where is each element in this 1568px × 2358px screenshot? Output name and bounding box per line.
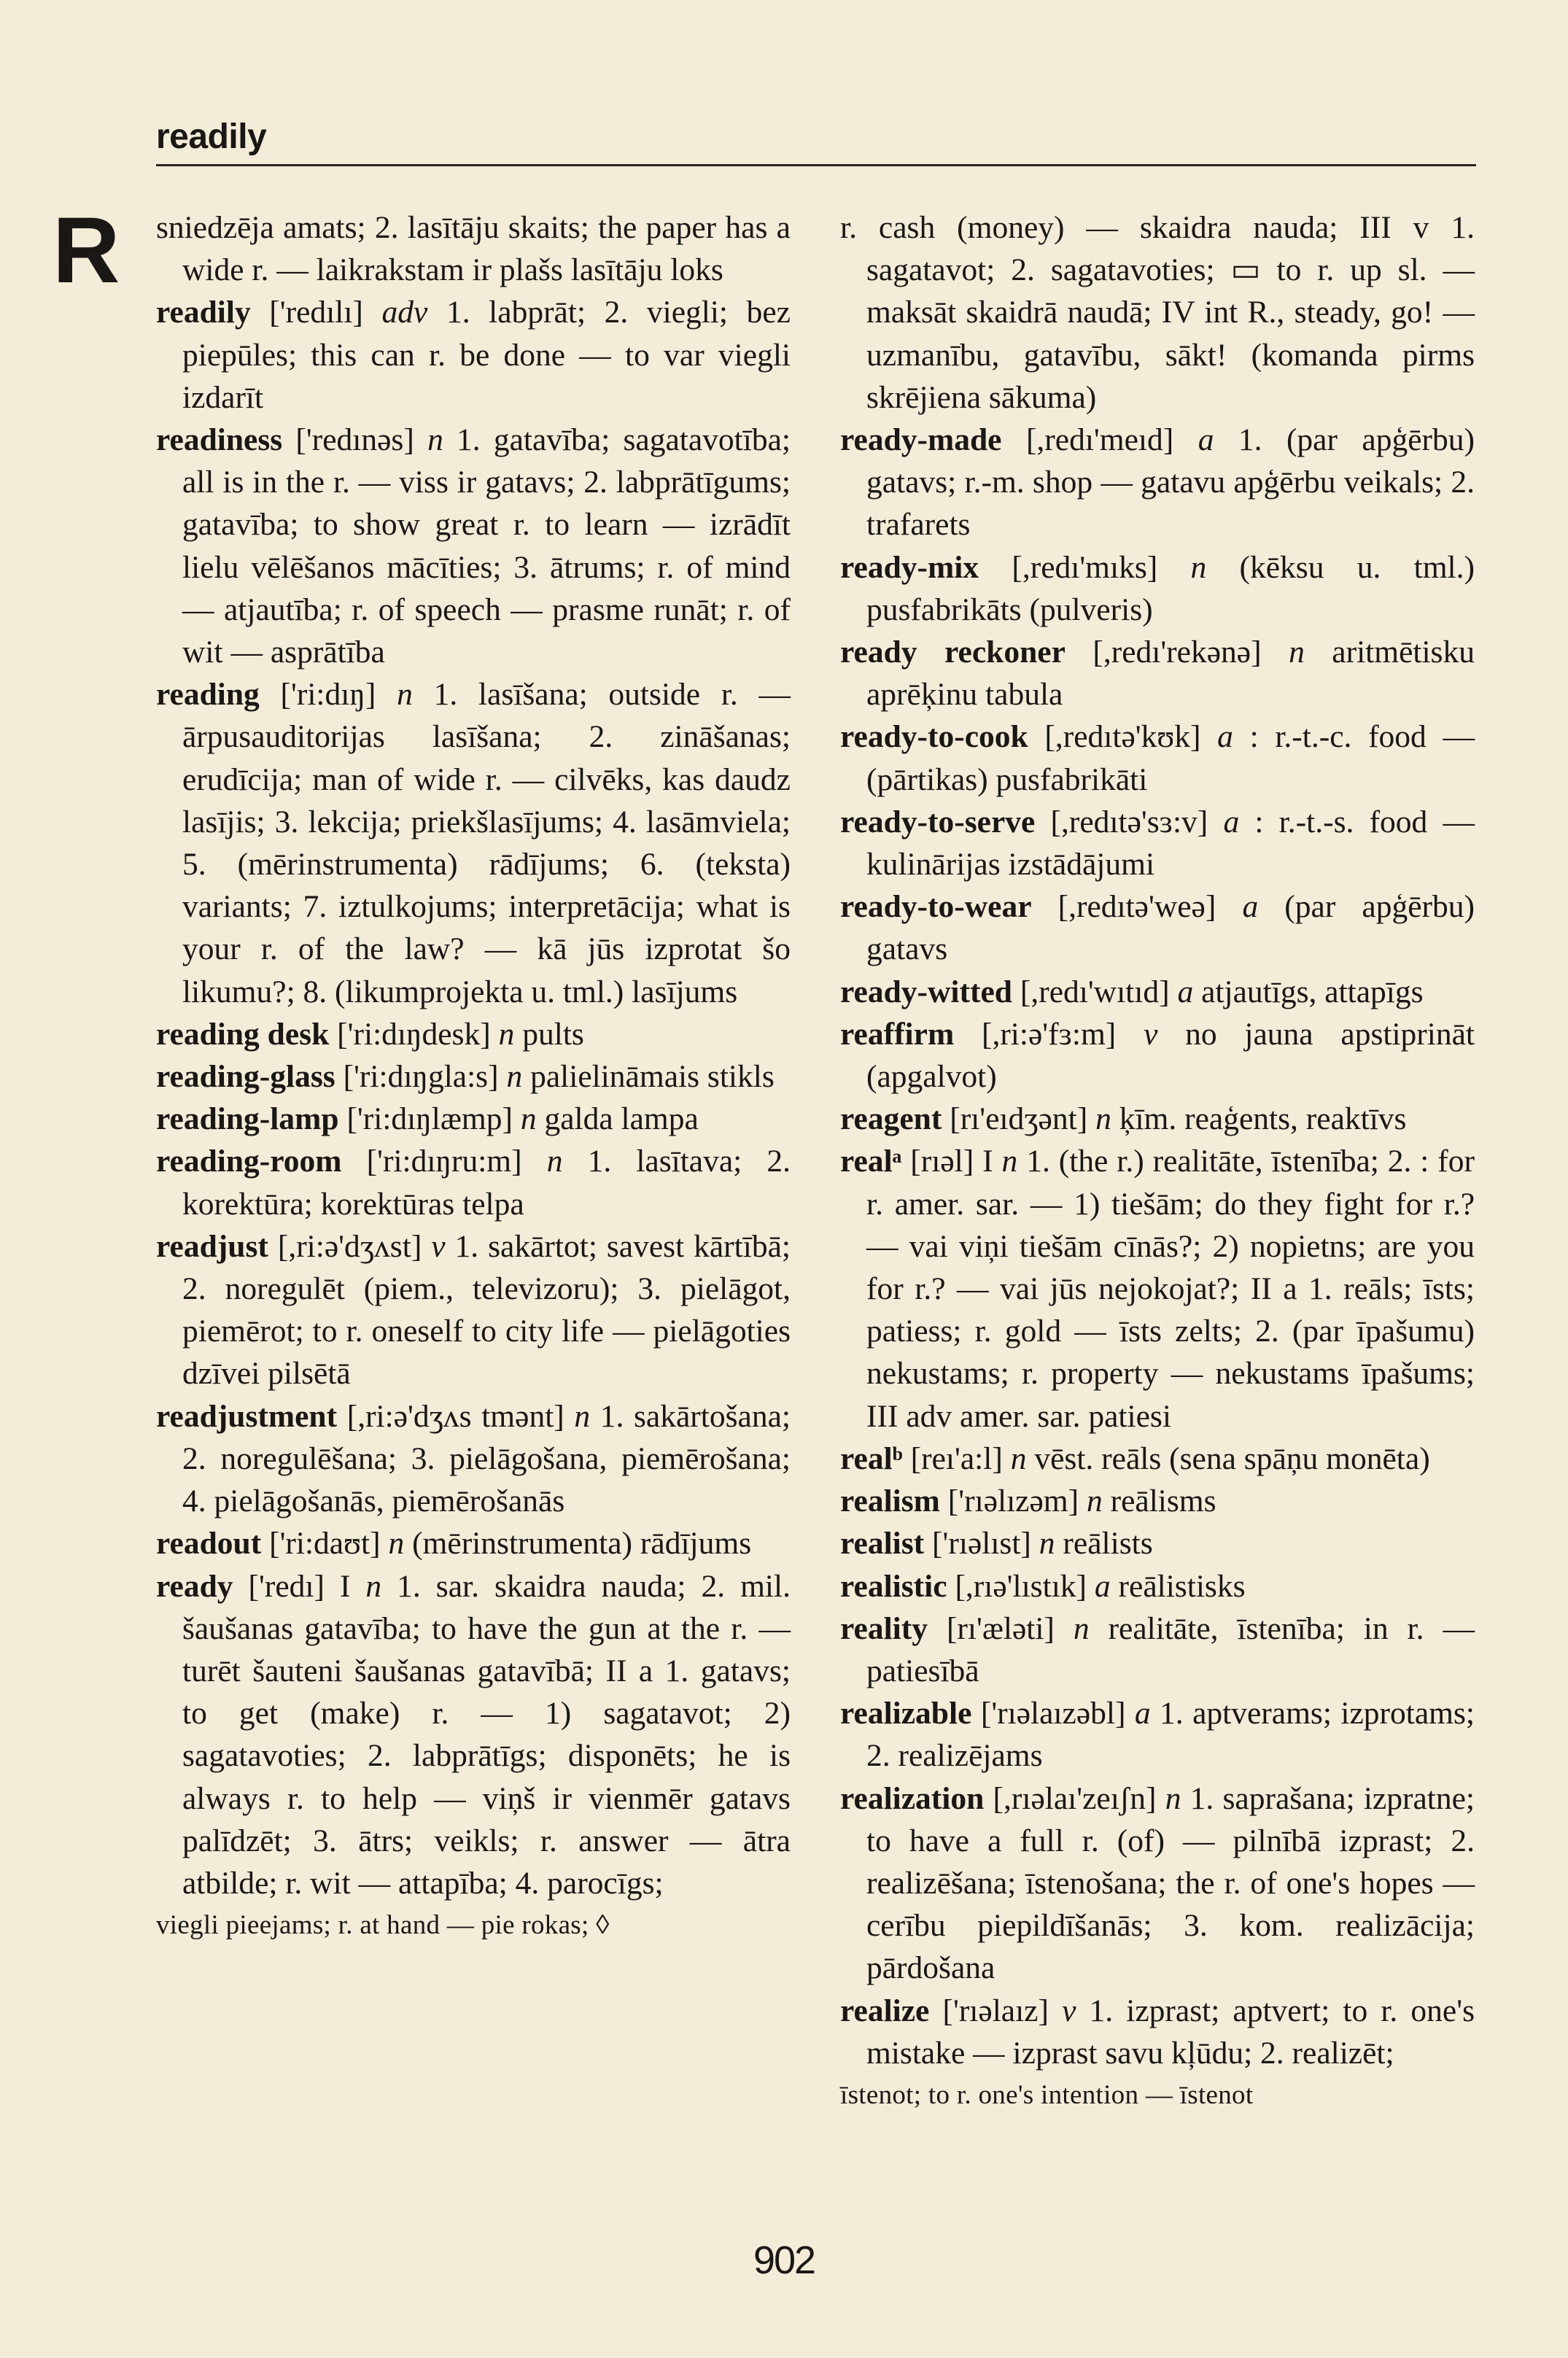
dictionary-entry [156, 1055, 791, 1098]
pronunciation: [,redıtə'weə] [1031, 889, 1243, 925]
definition: 1. gatavība; sagatavotība; all is in the r. — viss ir gatavs; 2. labprātīgums; gatavība; to show great r. to learn — izrādīt lielu vēlēšanos mācīties; 3. ātrums; r. of mind — atjautība; r. of speech — prasme runāt; r. of wit — asprātība [182, 422, 791, 670]
headword: realization [840, 1780, 985, 1816]
pronunciation: [,redı'wıtıd] [1012, 974, 1178, 1009]
pronunciation: [,redıtə'kʊk] [1028, 719, 1218, 755]
part-of-speech: n [1086, 1484, 1103, 1519]
headword: reading desk [156, 1016, 330, 1052]
pronunciation: [,redıtə'sɜ:v] [1035, 804, 1224, 839]
part-of-speech: n [1095, 1101, 1111, 1137]
headword: reading-glass [156, 1059, 335, 1095]
dictionary-entry [840, 1777, 1475, 1990]
continuation-text: sniedzēja amats; 2. lasītāju skaits; the paper has a wide r. — laikrakstam ir plašs lasītāju loks [156, 210, 791, 288]
headword: reaffirm [840, 1016, 955, 1052]
part-of-speech: n [1001, 1144, 1018, 1179]
definition: 1. sakārtot; savest kārtībā; 2. noregulēt (piem., televizoru); 3. pielāgot, piemērot; to r. oneself to city life — pielāgoties dzīvei pilsētā [182, 1228, 791, 1392]
headword: readout [156, 1526, 262, 1562]
definition: (kēksu u. tml.) pusfabrikāts (pulveris) [866, 549, 1475, 627]
part-of-speech: n [397, 677, 413, 713]
headword: readjustment [156, 1398, 338, 1434]
left-column [156, 206, 791, 1947]
dictionary-entry [156, 1225, 791, 1395]
part-of-speech: n [1073, 1610, 1090, 1646]
headword: ready-to-cook [840, 719, 1028, 755]
definition: pults [514, 1016, 584, 1052]
part-of-speech: a [1223, 804, 1240, 839]
pronunciation: [rı'æləti] [928, 1610, 1074, 1646]
part-of-speech: n [365, 1568, 382, 1604]
definition: : r.-t.-c. food — (pārtikas) pusfabrikāti [866, 719, 1475, 797]
definition: vēst. reāls (sena spāņu monēta) [1026, 1440, 1430, 1476]
pronunciation: ['ri:dıŋgla:s] [335, 1059, 507, 1095]
pronunciation: [,rıə'lıstık] [947, 1568, 1095, 1604]
definition: 1. sakārtošana; 2. noregulēšana; 3. pielāgošana, piemērošana; 4. pielāgošanās, piemērošanās [182, 1398, 791, 1519]
definition: 1. sar. skaidra nauda; 2. mil. šaušanas gatavība; to have the gun at the r. — turēt šauteni šaušanas gatavībā; II a 1. gatavs; to get (make) r. — 1) sagatavot; 2) sagatavoties; 2. labprātīgs; disponēts; he is always r. to help — viņš ir vienmēr gatavs palīdzēt; 3. ātrs; veikls; r. answer — ātra atbilde; r. wit — attapība; 4. parocīgs; [182, 1568, 791, 1901]
dictionary-entry [840, 971, 1475, 1013]
headword: readiness [156, 422, 283, 458]
headword: ready reckoner [840, 635, 1066, 670]
dictionary-entry [156, 1098, 791, 1140]
pronunciation: [,redı'meıd] [1001, 422, 1198, 458]
part-of-speech: n [427, 422, 443, 458]
dictionary-entry [840, 1522, 1475, 1564]
part-of-speech: n [388, 1526, 405, 1562]
pronunciation: [,ri:ə'dʒʌs tmənt] [337, 1398, 575, 1434]
continuation-text: r. cash (money) — skaidra nauda; III v 1. sagatavot; 2. sagatavoties; ▭ to r. up sl. — maksāt skaidrā naudā; IV int R., steady, go! — uzmanību, gatavību, sākt! (komanda pirms skrējiena sākuma) [840, 210, 1475, 415]
pronunciation: [,redı'rekənə] [1065, 635, 1289, 670]
pronunciation: ['redı] I [233, 1568, 366, 1604]
part-of-speech: adv [381, 295, 428, 330]
part-of-speech: v [1144, 1016, 1158, 1052]
part-of-speech: a [1242, 889, 1259, 925]
pronunciation: [,rıəlaı'zeıʃn] [984, 1780, 1165, 1816]
definition: 1. (the r.) realitāte, īstenība; 2. : for r. amer. sar. — 1) tiešām; do they fight for r.? — vai viņi tiešām cīnās?; 2) nopietns; are you for r.? — vai jūs nejokojat?; II a 1. reāls; īsts; patiess; r. gold — īsts zelts; 2. (par īpašumu) nekustams; r. property — nekustams īpašums; III adv amer. sar. patiesi [866, 1144, 1475, 1434]
pronunciation: ['rıəlızəm] [939, 1484, 1087, 1519]
header-rule [156, 164, 1476, 166]
continuation-tail: īstenot; to r. one's intention — īstenot [840, 2079, 1254, 2110]
definition: aritmētisku aprēķinu tabula [866, 635, 1475, 713]
headword: readjust [156, 1228, 268, 1264]
pronunciation: ['rıəlıst] [924, 1526, 1039, 1562]
headword: reality [840, 1610, 928, 1646]
page-number: 902 [753, 2238, 815, 2282]
headword: ready [156, 1568, 233, 1604]
dictionary-entry [840, 546, 1475, 631]
part-of-speech: a [1094, 1568, 1111, 1604]
dictionary-entry [840, 419, 1475, 546]
dictionary-entry [156, 1140, 791, 1225]
headword: readily [156, 295, 251, 330]
dictionary-entry [840, 801, 1475, 885]
definition: reālistisks [1110, 1568, 1246, 1604]
part-of-speech: n [1165, 1780, 1181, 1816]
definition: atjautīgs, attapīgs [1193, 974, 1424, 1009]
guide-word: readily [156, 117, 267, 156]
dictionary-entry [840, 631, 1475, 715]
part-of-speech: n [1190, 549, 1207, 585]
headword: realᵇ [840, 1440, 903, 1476]
definition: palielināmais stikls [522, 1059, 775, 1095]
dictionary-entry [840, 1607, 1475, 1692]
pronunciation: ['ri:daʊt] [261, 1526, 389, 1562]
part-of-speech: a [1198, 422, 1214, 458]
headword: ready-made [840, 422, 1002, 458]
headword: realism [840, 1484, 940, 1519]
headword: reading-room [156, 1144, 342, 1179]
headword: realizable [840, 1696, 972, 1731]
headword: realᵃ [840, 1144, 902, 1179]
pronunciation: ['redınəs] [282, 422, 428, 458]
definition: 1. izprast; aptvert; to r. one's mistake — izprast savu kļūdu; 2. realizēt; [866, 1993, 1475, 2071]
definition: realitāte, īstenība; in r. — patiesībā [866, 1610, 1475, 1688]
dictionary-entry [840, 1480, 1475, 1522]
definition: 1. (par apģērbu) gatavs; r.-m. shop — gatavu apģērbu veikals; 2. trafarets [866, 422, 1475, 543]
definition: no jauna apstiprināt (apgalvot) [866, 1016, 1475, 1095]
dictionary-entry [840, 1990, 1475, 2074]
dictionary-entry [840, 1013, 1475, 1098]
pronunciation: [rı'eıdʒənt] [942, 1101, 1096, 1137]
pronunciation: [,redı'mıks] [979, 549, 1191, 585]
pronunciation: [,ri:ə'fɜ:m] [954, 1016, 1144, 1052]
pronunciation: ['rıəlaızəbl] [971, 1696, 1135, 1731]
thumb-index-letter: R [53, 198, 120, 303]
part-of-speech: n [1289, 635, 1305, 670]
dictionary-entry [156, 673, 791, 1013]
entry-list [156, 291, 791, 1904]
pronunciation: ['rıəlaız] [929, 1993, 1063, 2028]
definition: reālisms [1102, 1484, 1216, 1519]
pronunciation: ['ri:dıŋlæmp] [338, 1101, 521, 1137]
dictionary-entry [156, 1565, 791, 1905]
dictionary-entry [840, 1098, 1475, 1140]
dictionary-entry [156, 1522, 791, 1564]
entry-list [840, 419, 1475, 2074]
dictionary-entry [840, 1692, 1475, 1777]
part-of-speech: a [1217, 719, 1233, 755]
pronunciation: ['ri:dıŋ] [259, 677, 397, 713]
headword: reagent [840, 1101, 942, 1137]
part-of-speech: n [1010, 1440, 1027, 1476]
headword: realist [840, 1526, 925, 1562]
part-of-speech: n [506, 1059, 523, 1095]
headword: realize [840, 1993, 930, 2028]
definition: : r.-t.-s. food — kulinārijas izstādājumi [866, 804, 1475, 883]
definition: 1. lasītava; 2. korektūra; korektūras telpa [182, 1144, 791, 1222]
headword: ready-to-serve [840, 804, 1036, 839]
part-of-speech: a [1134, 1696, 1151, 1731]
definition: 1. saprašana; izpratne; to have a full r. (of) — pilnībā izprast; 2. realizēšana; īstenošana; the r. of one's hopes — cerību piepildīšanās; 3. kom. realizācija; pārdošana [866, 1780, 1475, 1986]
part-of-speech: n [1039, 1526, 1055, 1562]
definition: (par apģērbu) gatavs [866, 889, 1475, 967]
pronunciation: ['ri:dıŋdesk] [329, 1016, 499, 1052]
definition: (mērinstrumenta) rādījums [404, 1526, 752, 1562]
part-of-speech: v [1062, 1993, 1076, 2028]
definition: 1. aptverams; izprotams; 2. realizējams [866, 1696, 1475, 1774]
definition: ķīm. reaģents, reaktīvs [1111, 1101, 1407, 1137]
dictionary-entry [840, 1565, 1475, 1607]
definition: 1. lasīšana; outside r. — ārpusauditorijas lasīšana; 2. zināšanas; erudīcija; man of wide r. — cilvēks, kas daudz lasījis; 3. lekcija; priekšlasījums; 4. lasāmviela; 5. (mērinstrumenta) rādījums; 6. (teksta) variants; 7. iztulkojums; interpretācija; what is your r. of the law? — kā jūs izprotat šo likumu?; 8. (likumprojekta u. tml.) lasījums [182, 677, 791, 1009]
dictionary-entry [156, 1013, 791, 1055]
definition: reālists [1055, 1526, 1153, 1562]
dictionary-entry [840, 715, 1475, 800]
part-of-speech: v [431, 1228, 446, 1264]
headword: reading-lamp [156, 1101, 339, 1137]
part-of-speech: n [574, 1398, 591, 1434]
dictionary-entry [840, 1140, 1475, 1437]
headword: ready-mix [840, 549, 979, 585]
part-of-speech: n [546, 1144, 563, 1179]
pronunciation: [,ri:ə'dʒʌst] [268, 1228, 432, 1264]
part-of-speech: n [520, 1101, 537, 1137]
dictionary-entry [156, 419, 791, 673]
pronunciation: ['redılı] [250, 295, 382, 330]
right-column [840, 206, 1475, 2117]
dictionary-entry [840, 1438, 1475, 1480]
dictionary-entry [156, 1395, 791, 1523]
part-of-speech: a [1177, 974, 1194, 1009]
pronunciation: ['ri:dıŋru:m] [341, 1144, 547, 1179]
definition: galda lampa [536, 1101, 699, 1137]
pronunciation: [rıəl] I [901, 1144, 1002, 1179]
headword: ready-witted [840, 974, 1012, 1009]
headword: realistic [840, 1568, 947, 1604]
headword: ready-to-wear [840, 889, 1032, 925]
headword: reading [156, 677, 260, 713]
part-of-speech: n [498, 1016, 515, 1052]
pronunciation: [reı'a:l] [902, 1440, 1011, 1476]
dictionary-entry [156, 291, 791, 419]
continuation-tail: viegli pieejams; r. at hand — pie rokas; ◊ [156, 1910, 610, 1941]
definition: 1. labprāt; 2. viegli; bez piepūles; this can r. be done — to var viegli izdarīt [182, 295, 791, 415]
dictionary-entry [840, 885, 1475, 970]
